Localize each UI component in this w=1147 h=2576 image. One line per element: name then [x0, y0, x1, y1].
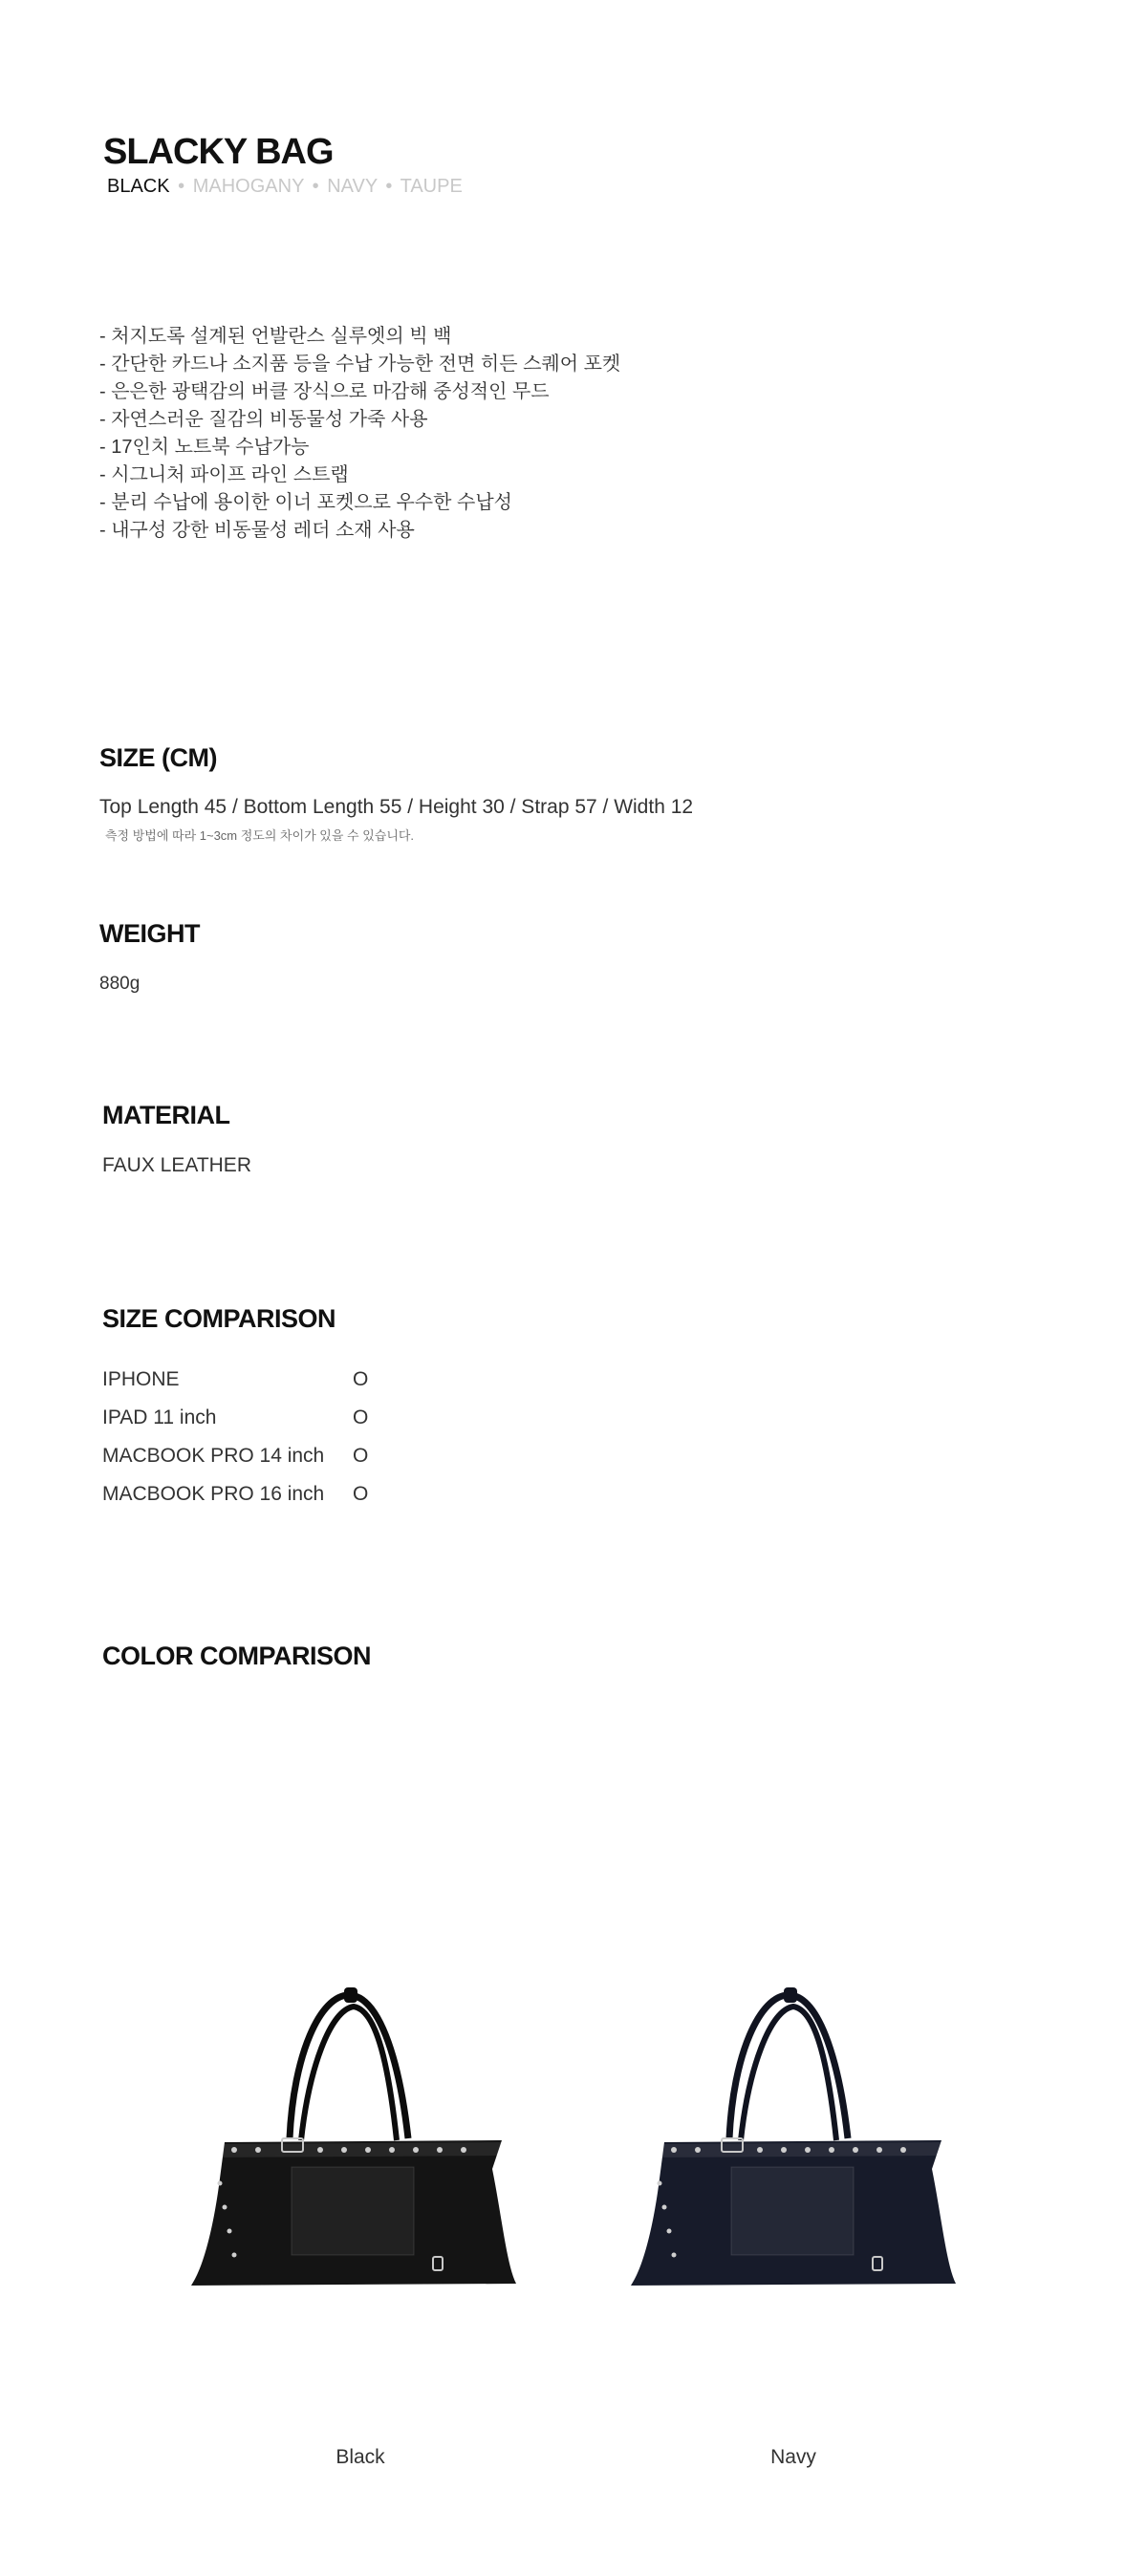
color-option-black[interactable]: BLACK [107, 176, 170, 197]
bag-image-navy [626, 1978, 961, 2322]
separator: • [178, 176, 185, 197]
material-heading: MATERIAL [102, 1101, 230, 1129]
material-value: FAUX LEATHER [102, 1154, 251, 1176]
comparison-item: MACBOOK PRO 16 inch [102, 1483, 325, 1505]
size-note: 측정 방법에 따라 1~3cm 정도의 차이가 있을 수 있습니다. [105, 828, 415, 843]
comparison-row [102, 1483, 389, 1506]
comparison-mark: O [353, 1445, 369, 1467]
comparison-item: MACBOOK PRO 14 inch [102, 1445, 325, 1467]
weight-heading: WEIGHT [99, 919, 200, 948]
description-line: - 은은한 광택감의 버클 장식으로 마감해 중성적인 무드 [99, 381, 550, 402]
description-line: - 처지도록 설계된 언발란스 실루엣의 빅 백 [99, 326, 452, 347]
product-title: SLACKY BAG [103, 132, 334, 172]
color-option-mahogany[interactable]: MAHOGANY [192, 176, 305, 197]
product-description [99, 323, 620, 545]
color-option-navy[interactable]: NAVY [327, 176, 378, 197]
comparison-mark: O [353, 1406, 369, 1428]
comparison-row [102, 1406, 389, 1429]
comparison-item: IPAD 11 inch [102, 1406, 217, 1428]
comparison-mark: O [353, 1483, 369, 1505]
comparison-mark: O [353, 1368, 369, 1390]
size-heading: SIZE (CM) [99, 743, 217, 772]
comparison-item: IPHONE [102, 1368, 180, 1390]
description-line: - 내구성 강한 비동물성 레더 소재 사용 [99, 520, 415, 541]
bag-label-navy: Navy [770, 2446, 816, 2468]
separator: • [312, 176, 319, 197]
description-line: - 시그니처 파이프 라인 스트랩 [99, 464, 349, 485]
description-line: - 17인치 노트북 수납가능 [99, 437, 310, 458]
size-comparison-heading: SIZE COMPARISON [102, 1304, 336, 1333]
bag-image-black [186, 1978, 521, 2322]
bag-label-black: Black [335, 2446, 385, 2468]
size-value: Top Length 45 / Bottom Length 55 / Height 30 / Strap 57 / Width 12 [99, 796, 694, 818]
color-comparison-heading: COLOR COMPARISON [102, 1642, 371, 1670]
description-line: - 간단한 카드나 소지품 등을 수납 가능한 전면 히든 스퀘어 포켓 [99, 354, 621, 375]
color-options [107, 176, 463, 198]
description-line: - 자연스러운 질감의 비동물성 가죽 사용 [99, 409, 428, 430]
comparison-row [102, 1445, 389, 1468]
description-line: - 분리 수납에 용이한 이너 포켓으로 우수한 수납성 [99, 492, 512, 513]
color-option-taupe[interactable]: TAUPE [400, 176, 463, 197]
weight-value: 880g [99, 974, 141, 994]
separator: • [385, 176, 393, 197]
comparison-row [102, 1368, 389, 1391]
